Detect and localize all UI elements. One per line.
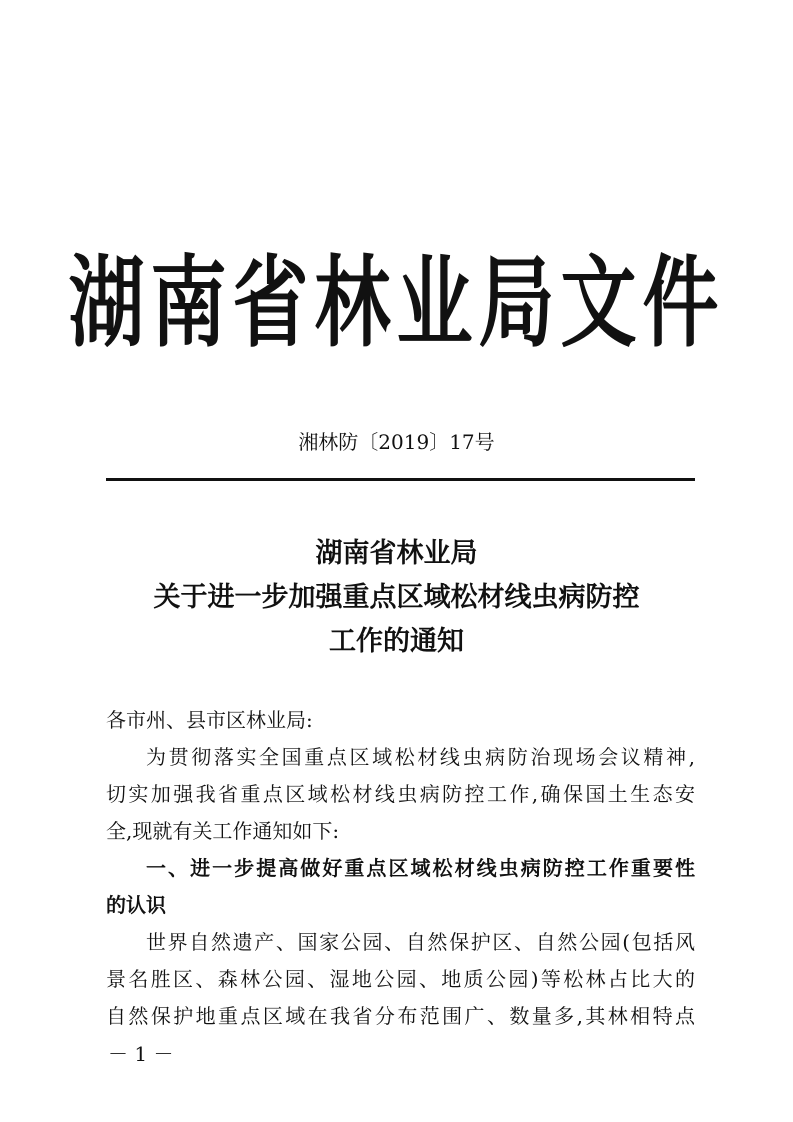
salutation: 各市州、县市区林业局: — [106, 708, 313, 732]
section-heading: 一、进一步提高做好重点区域松材线虫病防控工作重要性 — [146, 856, 695, 880]
paragraph-line: 为贯彻落实全国重点区域松材线虫病防治现场会议精神, — [146, 745, 695, 769]
paragraph-line: 全,现就有关工作通知如下: — [106, 819, 340, 843]
masthead-title: 湖南省林业局文件 — [68, 244, 725, 361]
section-heading: 的认识 — [106, 893, 166, 917]
title-line: 关于进一步加强重点区域松材线虫病防控 — [153, 582, 640, 613]
document-number: 湘林防〔2019〕17号 — [298, 430, 495, 454]
separator-rule — [106, 478, 695, 481]
title-line: 工作的通知 — [329, 626, 464, 657]
notice-title — [0, 532, 793, 664]
page-number: － 1 － — [108, 1042, 174, 1066]
title-line: 湖南省林业局 — [315, 538, 478, 569]
body-text — [106, 702, 695, 1035]
paragraph-line: 切实加强我省重点区域松材线虫病防控工作,确保国土生态安 — [106, 782, 695, 806]
paragraph-line: 世界自然遗产、国家公园、自然保护区、自然公园(包括风 — [146, 930, 695, 954]
paragraph-line: 景名胜区、森林公园、湿地公园、地质公园)等松林占比大的 — [106, 967, 695, 991]
paragraph-line: 自然保护地重点区域在我省分布范围广、数量多,其林相特点 — [106, 1004, 695, 1028]
